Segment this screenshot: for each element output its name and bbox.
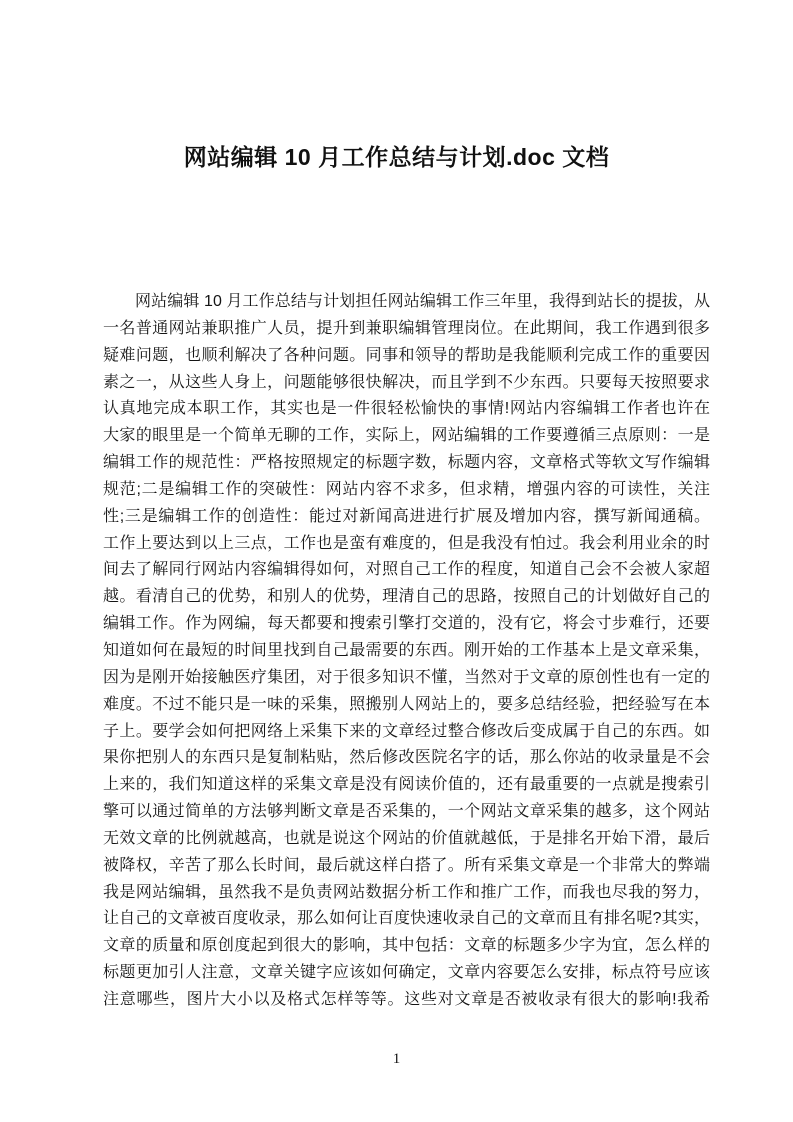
page-number: 1 xyxy=(392,1051,401,1067)
paragraph-line: 让自己的文章被百度收录，那么如何让百度快速收录自己的文章而且有排名呢?其实， xyxy=(103,910,710,928)
paragraph-line: 果你把别人的东西只是复制粘贴，然后修改医院名字的话，那么你站的收录量是不会 xyxy=(103,749,710,767)
paragraph-line: 知道如何在最短的时间里找到自己最需要的东西。刚开始的工作基本上是文章采集， xyxy=(103,641,710,659)
paragraph-line: 大家的眼里是一个简单无聊的工作，实际上，网站编辑的工作要遵循三点原则：一是 xyxy=(103,427,710,445)
paragraph-line: 规范;二是编辑工作的突破性：网站内容不求多，但求精，增强内容的可读性，关注 xyxy=(103,480,710,498)
paragraph-line: 子上。要学会如何把网络上采集下来的文章经过整合修改后变成属于自己的东西。如 xyxy=(103,722,710,740)
paragraph-line: 注意哪些，图片大小以及格式怎样等等。这些对文章是否被收录有很大的影响!我希 xyxy=(103,990,710,1008)
document-title: 网站编辑 10 月工作总结与计划.doc 文档 xyxy=(183,144,610,170)
paragraph-line: 擎可以通过简单的方法够判断文章是否采集的，一个网站文章采集的越多，这个网站 xyxy=(103,803,710,821)
paragraph-line: 编辑工作的规范性：严格按照规定的标题字数，标题内容，文章格式等软文写作编辑 xyxy=(103,454,710,472)
paragraph-line: 素之一，从这些人身上，问题能够很快解决，而且学到不少东西。只要每天按照要求 xyxy=(103,373,710,391)
paragraph-line: 因为是刚开始接触医疗集团，对于很多知识不懂，当然对于文章的原创性也有一定的 xyxy=(103,668,710,686)
paragraph-line: 无效文章的比例就越高，也就是说这个网站的价值就越低，于是排名开始下滑，最后 xyxy=(103,829,710,847)
paragraph-line: 上来的，我们知道这样的采集文章是没有阅读价值的，还有最重要的一点就是搜索引 xyxy=(103,776,710,794)
paragraph-line: 网站编辑 10 月工作总结与计划担任网站编辑工作三年里，我得到站长的提拔，从 xyxy=(135,293,710,310)
paragraph-line: 文章的质量和原创度起到很大的影响，其中包括：文章的标题多少字为宜，怎么样的 xyxy=(103,937,710,955)
paragraph-line: 编辑工作。作为网编，每天都要和搜索引擎打交道的，没有它，将会寸步难行，还要 xyxy=(103,615,710,633)
paragraph-line: 性;三是编辑工作的创造性：能过对新闻高进进行扩展及增加内容，撰写新闻通稿。 xyxy=(103,507,710,525)
paragraph-line: 越。看清自己的优势，和别人的优势，理清自己的思路，按照自己的计划做好自己的 xyxy=(103,588,710,606)
paragraph-line: 我是网站编辑，虽然我不是负责网站数据分析工作和推广工作，而我也尽我的努力， xyxy=(103,883,710,901)
paragraph-line: 一名普通网站兼职推广人员，提升到兼职编辑管理岗位。在此期间，我工作遇到很多 xyxy=(103,319,710,337)
paragraph-line: 疑难问题，也顺利解决了各种问题。同事和领导的帮助是我能顺利完成工作的重要因 xyxy=(103,346,710,364)
paragraph-line: 标题更加引人注意，文章关键字应该如何确定，文章内容要怎么安排，标点符号应该 xyxy=(103,964,710,982)
page-footer xyxy=(0,1050,793,1068)
paragraph-line: 认真地完成本职工作，其实也是一件很轻松愉快的事情!网站内容编辑工作者也许在 xyxy=(103,400,710,418)
document-body xyxy=(103,289,710,1014)
paragraph-line: 难度。不过不能只是一味的采集，照搬别人网站上的，要多总结经验，把经验写在本 xyxy=(103,695,710,713)
paragraph-line: 间去了解同行网站内容编辑得如何，对照自己工作的程度，知道自己会不会被人家超 xyxy=(103,561,710,579)
paragraph-line: 被降权，辛苦了那么长时间，最后就这样白搭了。所有采集文章是一个非常大的弊端 xyxy=(103,856,710,874)
paragraph-line: 工作上要达到以上三点，工作也是蛮有难度的，但是我没有怕过。我会利用业余的时 xyxy=(103,534,710,552)
